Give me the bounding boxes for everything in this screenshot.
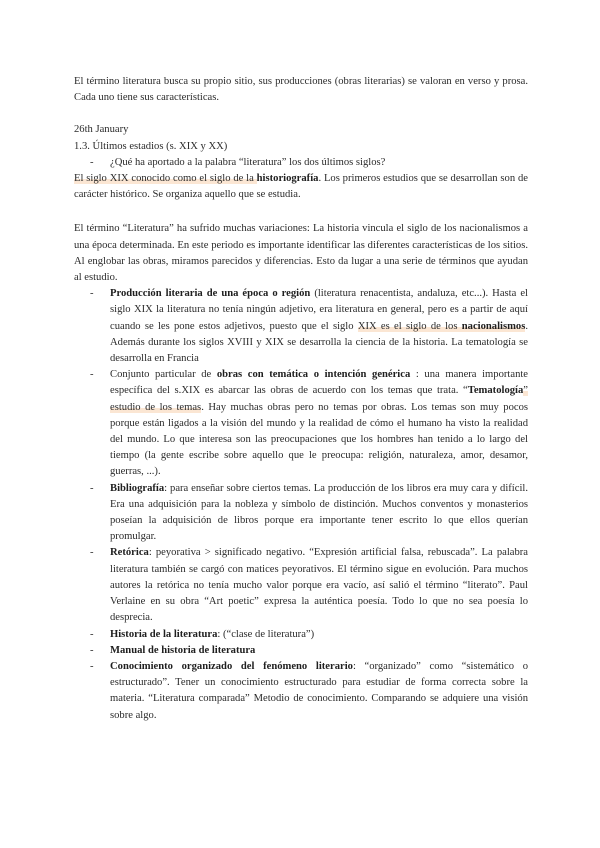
date-line: 26th January [74, 124, 129, 136]
list-item [74, 481, 528, 546]
bold-text: Tematología [467, 385, 524, 397]
hl-text: ” estudio de los temas [110, 385, 528, 413]
bold-text: Conocimiento organizado del fenómeno literario [110, 660, 353, 672]
hl-text: XIX es el siglo de los [357, 320, 462, 332]
question-item: - ¿Qué ha aportado a la palabra “literatura” los dos últimos siglos? [74, 155, 528, 171]
text: . Hay muchas obras pero no temas por obras. Los temas son muy pocos porque están ligados a la visión del mundo y la realidad de cómo el humano ha visto la realidad del mundo. Lo que interesa son las preocupaciones que los hombres han tenido a lo largo del tiempo (la gente escribe sobre aquello que le preocupa: religión, naturaleza, amor, desamor, guerras, ...). [110, 401, 529, 478]
list-item [74, 659, 528, 724]
intro-paragraph: El término literatura busca su propio sitio, sus producciones (obras literarias) se valoran en verso y prosa. Cada uno tiene sus características. [74, 76, 528, 104]
text: . Además durante los siglos XVIII y XIX se desarrolla la ciencia de la historia. La tematología se desarrolla en Francia [110, 320, 528, 365]
document-body [74, 74, 528, 724]
text: (literatura renacentista, andaluza, etc...). Hasta el siglo XIX la literatura no tenía ningún adjetivo, era literatura en general, pero es a partir de aquí cuando se les pone estos adjetivos, puesto que el siglo [110, 288, 528, 332]
bold-text: Historia de la literatura [110, 628, 218, 640]
bold-text: nacionalismos [461, 320, 526, 332]
list-item [74, 643, 528, 659]
bold-text: Bibliografía [110, 482, 165, 494]
terms-list [74, 286, 528, 723]
question-list [74, 155, 528, 171]
text: . Los primeros estudios que se desarrollan son de carácter histórico. Se organiza aquello que se estudia. [74, 173, 528, 201]
text: : una manera importante específica del s.XIX es abarcar las obras de acuerdo con los temas que trata. “ [110, 369, 529, 397]
variaciones-paragraph: El término “Literatura” ha sufrido muchas variaciones: La historia vincula el siglo de los nacionalismos a una época determinada. En este periodo es importante identificar las diferentes características de los sitios. Al englobar las obras, miramos parecidos y diferencias. Esto da lugar a una serie de términos que ayudan al estudio. [74, 223, 528, 284]
bold-text: Retórica [110, 547, 149, 559]
hl-text: El siglo XIX conocido como el siglo de la [74, 173, 257, 185]
text: : para enseñar sobre ciertos temas. La producción de los libros era muy cara y difícil. Era una adquisición para la nobleza y símbolo de distinción. Muchos conventos y monasterios poseían la adquisición de libros porque era importante tener escrito lo que ellos querían promulgar. [110, 482, 528, 543]
list-item [74, 367, 528, 480]
bold-text: historiografía [256, 173, 319, 185]
text: : “organizado” como “sistemático o estructurado”. Tener un conocimiento estructurado para estudiar de forma correcta sobre la materia. “Literatura comparada” Metodio de conocimiento. Comparando se adquiere una visión sobre algo. [110, 660, 528, 721]
text: Conjunto particular de [110, 369, 217, 381]
list-item [74, 286, 528, 367]
bold-text: Manual de historia de literatura [110, 644, 256, 656]
text: : (“clase de literatura”) [217, 628, 315, 640]
historiografia-paragraph [74, 171, 528, 203]
list-item [74, 545, 528, 626]
list-item [74, 627, 528, 643]
bold-text: obras con temática o intención genérica [216, 369, 411, 381]
bold-text: Producción literaria de una época o región [110, 288, 311, 300]
text: : peyorativa > significado negativo. “Expresión artificial falsa, rebuscada”. La palabra literatura también se cargó con matices peyorativos. El término sigue en evolución. Para muchos autores la retórica no tenía mucho valor porque era vacío, así salió el término “literato”. Paul Verlaine en su obra “Art poetic” expresa la auténtica poesía. Todo lo que no sea poesía lo desprecia. [110, 547, 528, 624]
section-title: 1.3. Últimos estadios (s. XIX y XX) [74, 140, 228, 152]
